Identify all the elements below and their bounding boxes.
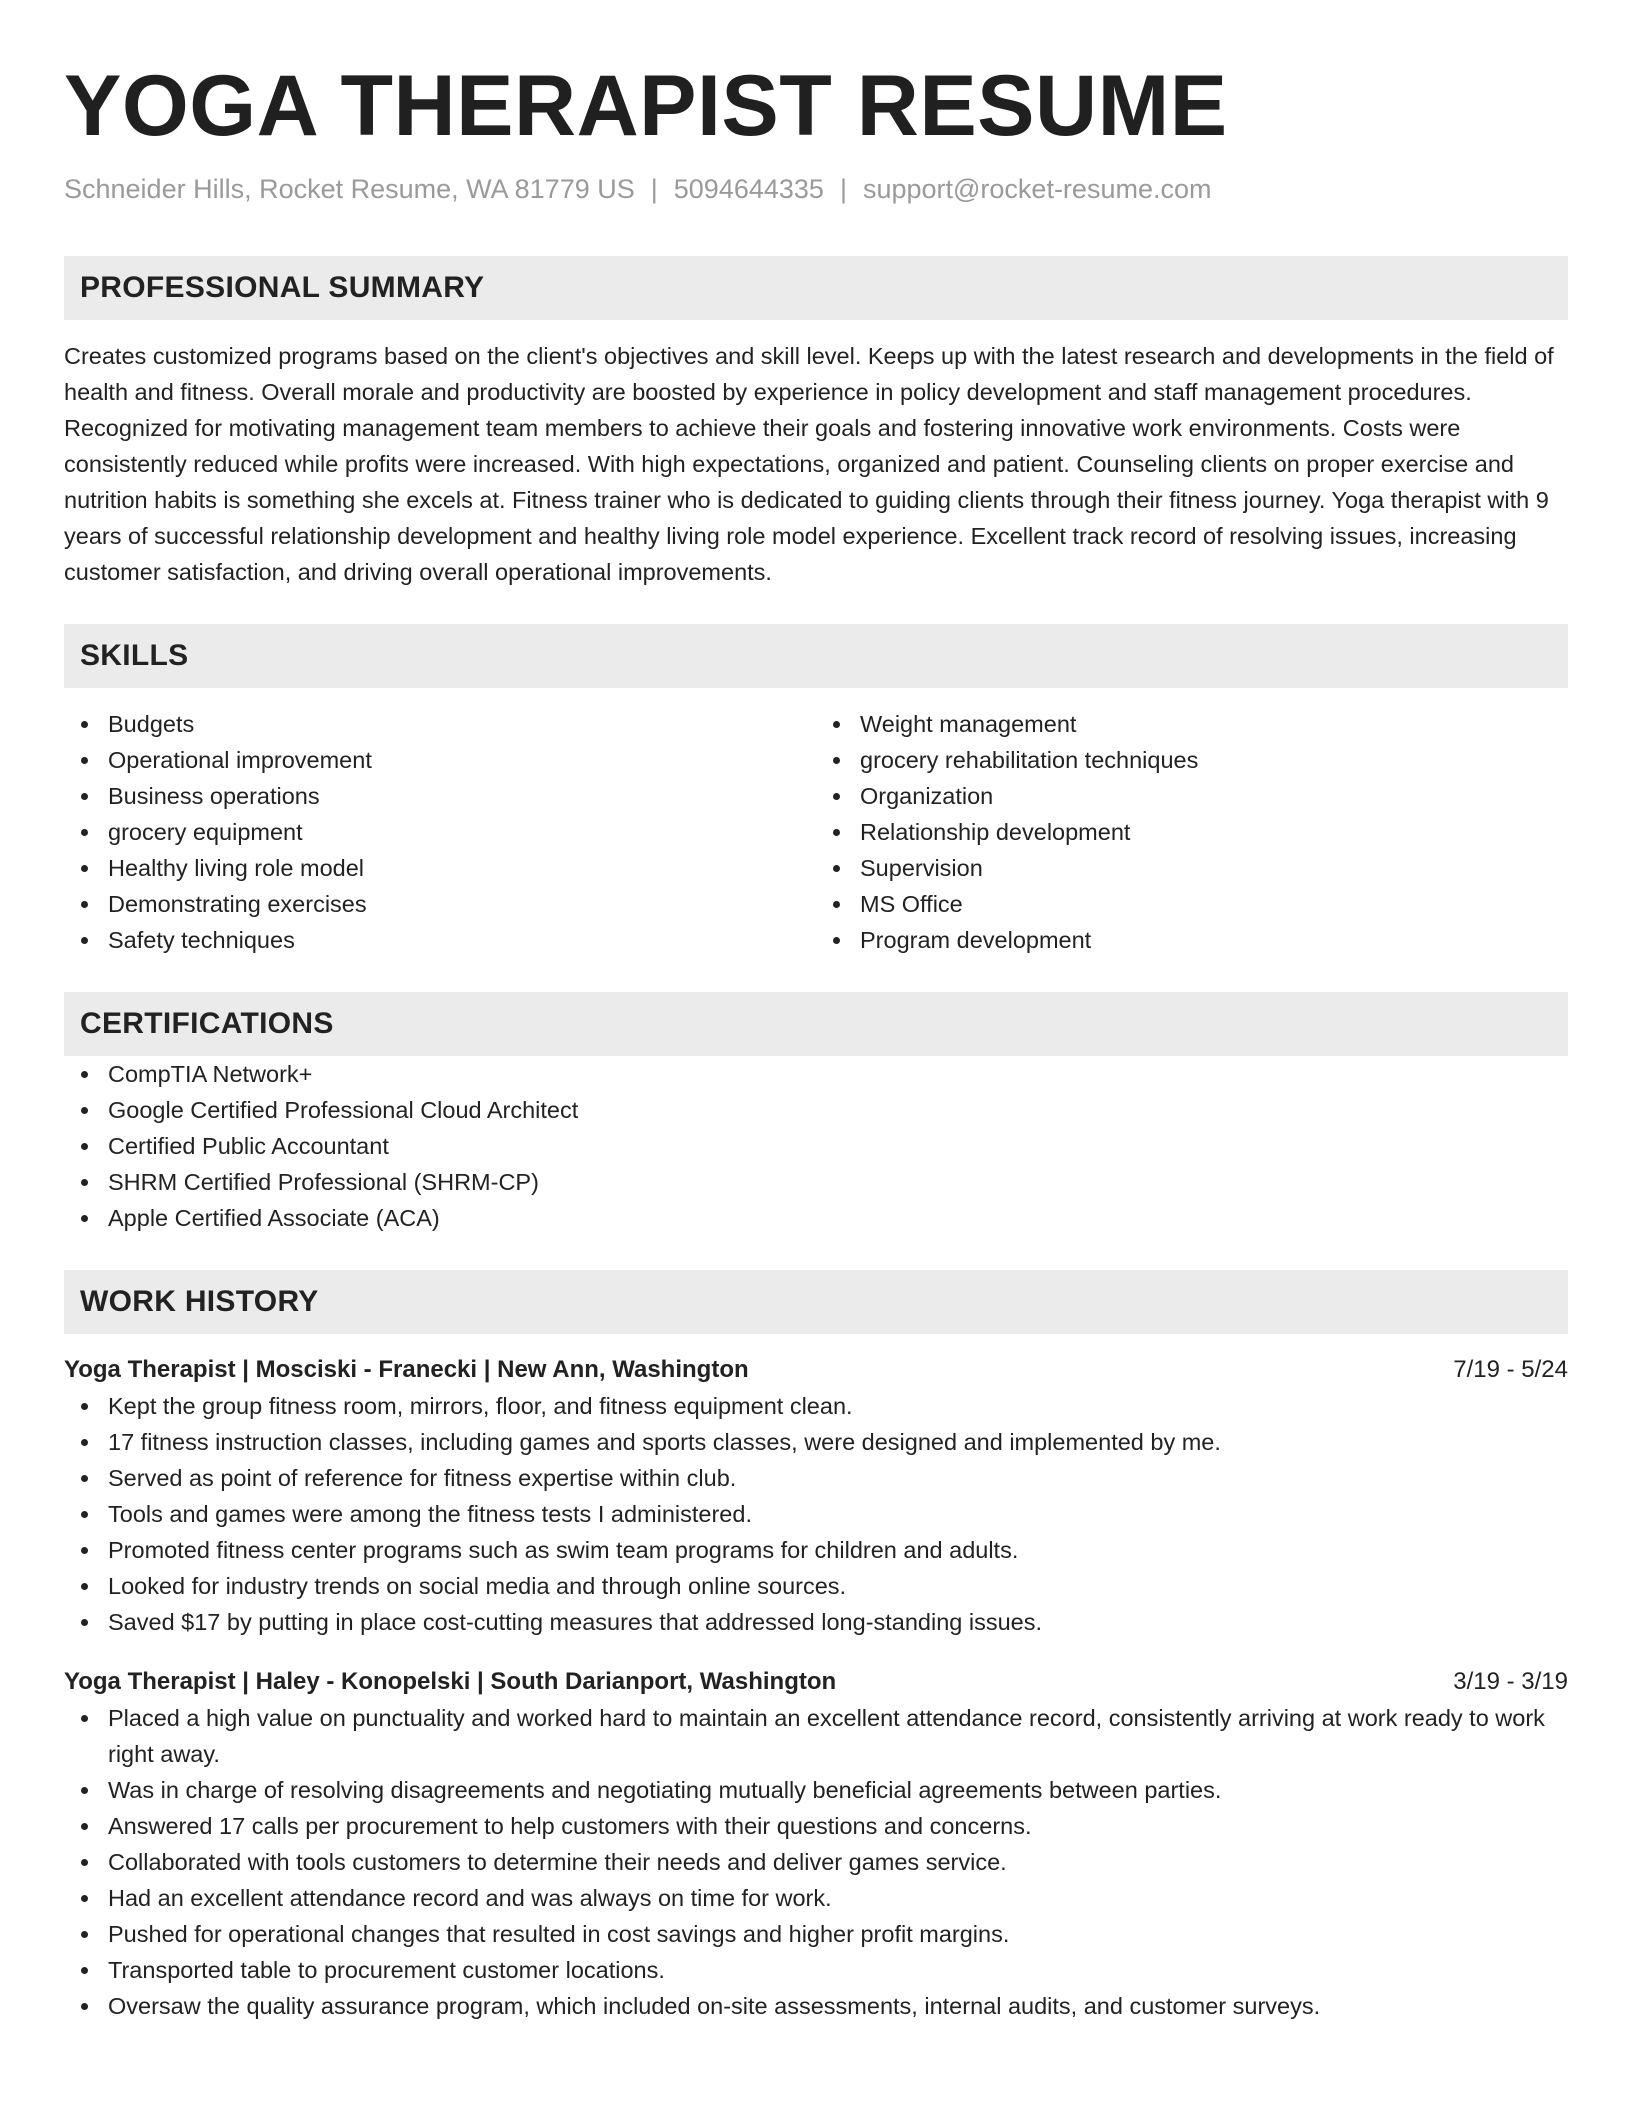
job-bullet: Promoted fitness center programs such as swim team programs for children and adults. [64,1532,1568,1568]
skills-list-right [816,706,1568,958]
job-entry [64,1664,1568,2024]
skill-item: Budgets [64,706,816,742]
job-bullet: Served as point of reference for fitness expertise within club. [64,1460,1568,1496]
skill-item: Relationship development [816,814,1568,850]
job-bullet: Transported table to procurement customer locations. [64,1952,1568,1988]
job-dates: 3/19 - 3/19 [1453,1668,1568,1695]
certification-item: CompTIA Network+ [64,1056,1568,1092]
job-bullet: Pushed for operational changes that resulted in cost savings and higher profit margins. [64,1916,1568,1952]
skill-item: Safety techniques [64,922,816,958]
job-bullet: Oversaw the quality assurance program, which included on-site assessments, internal audits, and customer surveys. [64,1988,1568,2024]
skills-grid [64,706,1568,958]
skill-item: Program development [816,922,1568,958]
job-bullet: Was in charge of resolving disagreements and negotiating mutually beneficial agreements between parties. [64,1772,1568,1808]
job-dates: 7/19 - 5/24 [1453,1356,1568,1383]
job-bullet: Collaborated with tools customers to determine their needs and deliver games service. [64,1844,1568,1880]
job-bullet: Kept the group fitness room, mirrors, floor, and fitness equipment clean. [64,1388,1568,1424]
skill-item: Business operations [64,778,816,814]
contact-separator: | [650,174,658,204]
job-header [64,1352,1568,1388]
contact-line [64,172,1568,206]
job-entry [64,1352,1568,1640]
job-bullet: Looked for industry trends on social media and through online sources. [64,1568,1568,1604]
contact-address: Schneider Hills, Rocket Resume, WA 81779 US [64,174,635,204]
contact-phone: 5094644335 [673,174,824,204]
contact-separator: | [839,174,847,204]
skill-item: Organization [816,778,1568,814]
certification-item: SHRM Certified Professional (SHRM-CP) [64,1164,1568,1200]
section-heading-work-history: WORK HISTORY [64,1270,1568,1334]
skill-item: Supervision [816,850,1568,886]
skill-item: Healthy living role model [64,850,816,886]
skill-item: grocery equipment [64,814,816,850]
certification-item: Google Certified Professional Cloud Architect [64,1092,1568,1128]
job-bullet: Tools and games were among the fitness tests I administered. [64,1496,1568,1532]
skill-item: Weight management [816,706,1568,742]
job-title: Yoga Therapist | Mosciski - Franecki | New Ann, Washington [64,1356,749,1383]
job-bullet: Answered 17 calls per procurement to help customers with their questions and concerns. [64,1808,1568,1844]
section-heading-certifications: CERTIFICATIONS [64,992,1568,1056]
job-bullet: Placed a high value on punctuality and worked hard to maintain an excellent attendance record, consistently arriving at work ready to work right away. [64,1700,1568,1772]
job-header [64,1664,1568,1700]
certification-item: Apple Certified Associate (ACA) [64,1200,1568,1236]
job-bullets [64,1388,1568,1640]
certification-item: Certified Public Accountant [64,1128,1568,1164]
resume-title: YOGA THERAPIST RESUME [64,58,1228,154]
job-bullet: Saved $17 by putting in place cost-cutting measures that addressed long-standing issues. [64,1604,1568,1640]
section-heading-summary: PROFESSIONAL SUMMARY [64,256,1568,320]
skills-column-right [816,706,1568,958]
skill-item: Demonstrating exercises [64,886,816,922]
summary-text: Creates customized programs based on the client's objectives and skill level. Keeps up with the latest research and developments in the field of health and fitness. Overall morale and productivity are boosted by experience in policy development and staff management procedures. Recognized for motivating management team members to achieve their goals and fostering innovative work environments. Costs were consistently reduced while profits were increased. With high expectations, organized and patient. Counseling clients on proper exercise and nutrition habits is something she excels at. Fitness trainer who is dedicated to guiding clients through their fitness journey. Yoga therapist with 9 years of successful relationship development and healthy living role model experience. Excellent track record of resolving issues, increasing customer satisfaction, and driving overall operational improvements. [64,343,1554,585]
section-heading-skills: SKILLS [64,624,1568,688]
skills-list-left [64,706,816,958]
certifications-list [64,1056,1568,1236]
skill-item: MS Office [816,886,1568,922]
skills-column-left [64,706,816,958]
job-bullet: 17 fitness instruction classes, including games and sports classes, were designed and implemented by me. [64,1424,1568,1460]
job-bullet: Had an excellent attendance record and was always on time for work. [64,1880,1568,1916]
contact-email: support@rocket-resume.com [862,174,1212,204]
skill-item: grocery rehabilitation techniques [816,742,1568,778]
job-title: Yoga Therapist | Haley - Konopelski | South Darianport, Washington [64,1668,837,1695]
skill-item: Operational improvement [64,742,816,778]
job-bullets [64,1700,1568,2024]
